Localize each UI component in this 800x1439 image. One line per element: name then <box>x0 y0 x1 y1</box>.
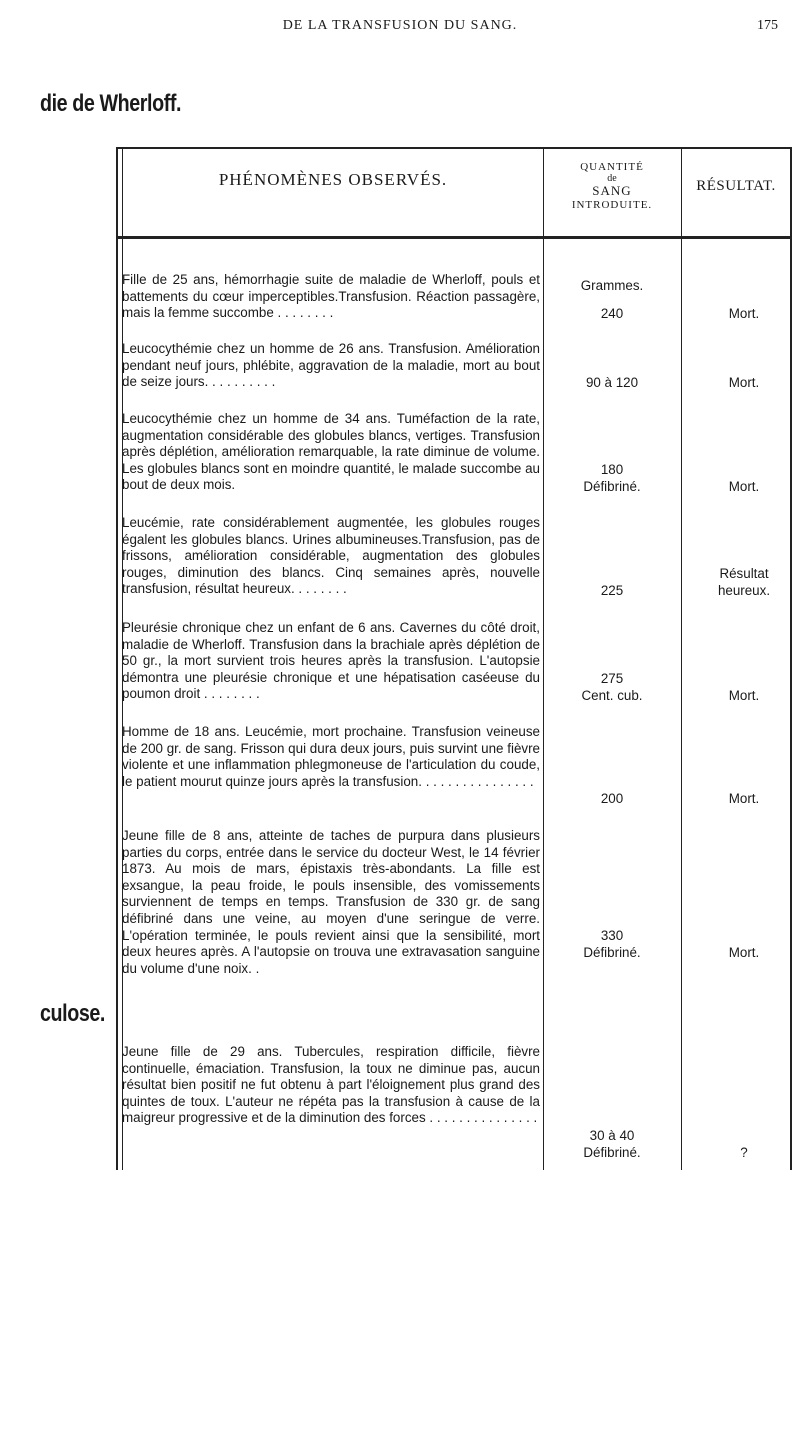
section-heading-top: die de Wherloff. <box>40 90 182 117</box>
row-7-result: ? <box>740 1145 748 1160</box>
header-result: RÉSULTAT. <box>696 178 776 194</box>
row-3-result: Résultat heureux. <box>717 566 771 598</box>
row-7-qty: 30 à 40 Défibriné. <box>583 1128 641 1160</box>
row-6-qty: 330 Défibriné. <box>583 928 641 960</box>
row-4-text: Pleurésie chronique chez un enfant de 6 ans. Cavernes du côté droit, maladie de Wherloff. Transfusion dans la brachiale après déplétion de 50 gr., la mort survient trois heures après la transfusion. L'autopsie démontra une pleurésie chronique et une hépatisation caséeuse du poumon droit . . . . . . . . <box>122 620 540 702</box>
row-2-qty: 180 Défibriné. <box>583 462 641 494</box>
row-5-text: Homme de 18 ans. Leucémie, mort prochaine. Transfusion veineuse de 200 gr. de sang. Frisson qui dura deux jours, puis survint une fièvre violente et une inflammation phlegmoneuse de l'articulation du coude, le patient mourut quinze jours après la transfusion. . . . . . . . . . . . . . . . <box>122 724 540 789</box>
table-col-divider-1 <box>543 147 544 1147</box>
row-2-text: Leucocythémie chez un homme de 34 ans. Tuméfaction de la rate, augmentation considérable des globules blancs, vertiges. Transfusion après déplétion, amélioration remarquable, la rate diminue de volume. Les globules blancs sont en moindre quantité, le malade succombe au bout de deux mois. <box>122 411 540 493</box>
table-col-divider-2 <box>681 147 682 1147</box>
row-0-qty: 240 <box>600 306 624 321</box>
table2-left-rule <box>116 1040 118 1170</box>
row-6-text: Jeune fille de 8 ans, atteinte de taches de purpura dans plusieurs parties du corps, entrée dans le service du docteur West, le 14 février 1873. Au mois de mars, épistaxis très-abondants. La fille est exsangue, la peau froide, le pouls insensible, des vomissements surviennent de temps en temps. Transfusion de 330 gr. de sang défibriné dans une veine, au moyen d'une seringue de verre. L'opération terminée, le pouls revient ainsi que la sensibilité, mort deux heures après. A l'autopsie on trouva une extravasation sanguine du volume d'une noix. . <box>122 828 540 976</box>
row-3-text: Leucémie, rate considérablement augmentée, les globules rouges égalent les globules blancs. Urines albumineuses.Transfusion, pas de frissons, amélioration considérable, augmentation des globules rouges, diminution des blancs. Cinq semaines après, nouvelle transfusion, résultat heureux. . . . . . . . <box>122 515 540 597</box>
header-quantity <box>545 160 679 212</box>
section-heading-bottom: culose. <box>40 1000 105 1027</box>
page-number: 175 <box>757 18 778 33</box>
row-1-qty: 90 à 120 <box>585 375 639 390</box>
header-phenomena: PHÉNOMÈNES OBSERVÉS. <box>218 170 448 189</box>
header-quantity-line-1: QUANTITÉ <box>580 161 644 173</box>
table-left-rule <box>116 147 118 1147</box>
table-right-rule <box>790 147 792 1147</box>
row-7-text: Jeune fille de 29 ans. Tubercules, respiration difficile, fièvre continuelle, émaciation. Transfusion, la toux ne diminue pas, aucun résultat bien positif ne fut obtenu à part l'éloignement plus grand des quintes de toux. L'auteur ne répéta pas la transfusion à cause de la maigreur progressive et de la diminution des forces . . . . . . . . . . . . . . . <box>122 1044 540 1126</box>
row-3-qty: 225 <box>600 583 624 598</box>
row-1-result: Mort. <box>728 375 760 390</box>
header-quantity-line-2: de <box>607 173 617 184</box>
row-5-qty: 200 <box>600 791 624 806</box>
row-2-result: Mort. <box>728 479 760 494</box>
row-4-result: Mort. <box>728 688 760 703</box>
row-1-text: Leucocythémie chez un homme de 26 ans. Transfusion. Amélioration pendant neuf jours, phlébite, aggravation de la maladie, mort au bout de seize jours. . . . . . . . . . <box>122 341 540 390</box>
unit-header: Grammes. <box>580 278 644 293</box>
table-top-rule <box>116 147 792 149</box>
row-6-result: Mort. <box>728 945 760 960</box>
running-head: DE LA TRANSFUSION DU SANG. <box>282 18 518 33</box>
header-quantity-line-4: INTRODUITE. <box>571 199 653 211</box>
table-header-rule <box>116 236 792 239</box>
row-0-text: Fille de 25 ans, hémorrhagie suite de maladie de Wherloff, pouls et battements du cœur imperceptibles.Transfusion. Réaction passagère, mais la femme succombe . . . . . . . . <box>122 272 540 321</box>
row-0-result: Mort. <box>728 306 760 321</box>
table2-col-divider-1 <box>543 1040 544 1170</box>
table2-col-divider-2 <box>681 1040 682 1170</box>
header-quantity-line-3: SANG <box>592 183 632 198</box>
row-4-qty: 275 Cent. cub. <box>581 671 643 703</box>
row-5-result: Mort. <box>728 791 760 806</box>
